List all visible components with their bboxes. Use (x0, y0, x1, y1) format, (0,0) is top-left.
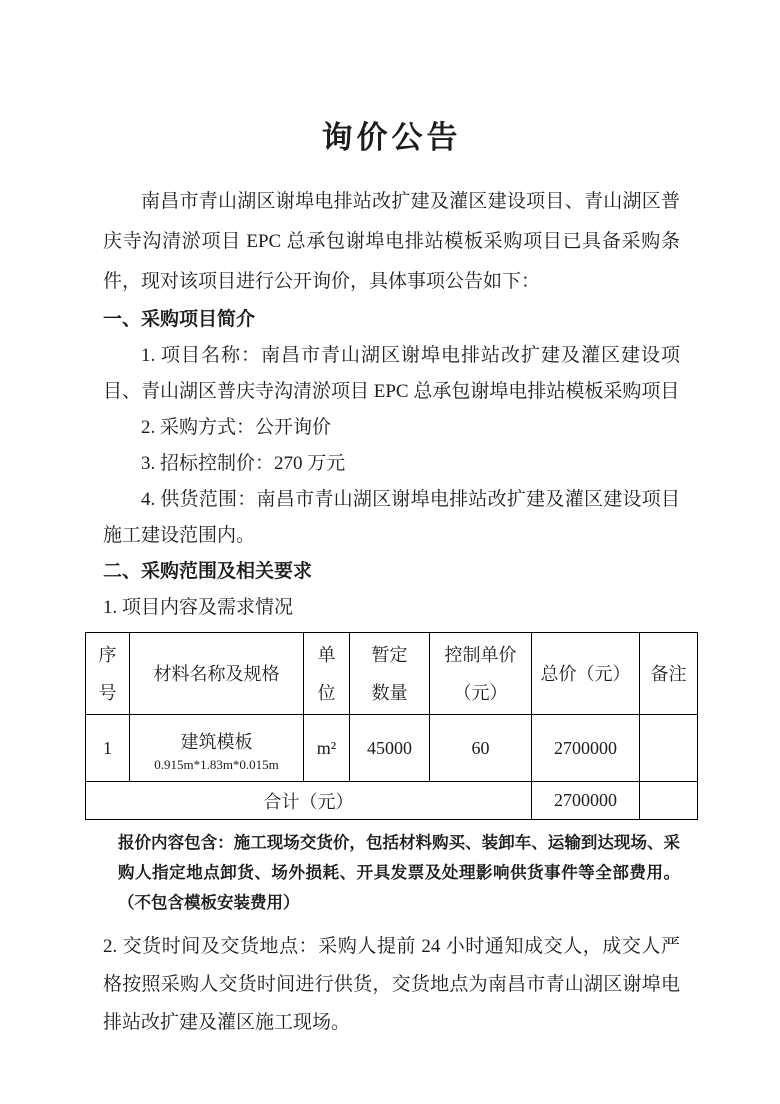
materials-table (85, 632, 698, 820)
total-label-cell: 合计（元） (86, 782, 532, 820)
col-header-unit-label: 单位 (317, 644, 336, 703)
col-header-qty-label: 暂定数量 (371, 644, 408, 703)
col-header-unit-price-label: 控制单价（元） (444, 644, 517, 703)
cell-seq: 1 (86, 715, 130, 782)
col-header-remark: 备注 (640, 633, 698, 715)
cell-remark (640, 715, 698, 782)
col-header-seq-label: 序号 (98, 644, 117, 703)
cell-unit-price: 60 (430, 715, 532, 782)
cell-total: 2700000 (532, 715, 640, 782)
col-header-qty (350, 633, 430, 715)
delivery-paragraph: 2. 交货时间及交货地点：采购人提前 24 小时通知成交人，成交人严格按照采购人交货时间进行供货，交货地点为南昌市青山湖区谢埠电排站改扩建及灌区施工现场。 (103, 936, 680, 1033)
total-remark-cell (640, 782, 698, 820)
col-header-unit-price (430, 633, 532, 715)
col-header-seq (86, 633, 130, 715)
section1-item-method: 2. 采购方式：公开询价 (141, 417, 332, 438)
col-header-total: 总价（元） (532, 633, 640, 715)
cell-unit: m² (304, 715, 350, 782)
material-name: 建筑模板 (180, 731, 253, 752)
col-header-unit (304, 633, 350, 715)
section1-item-project-name: 1. 项目名称：南昌市青山湖区谢埠电排站改扩建及灌区建设项目、青山湖区普庆寺沟清淤项目 EPC 总承包谢埠电排站模板采购项目 (103, 345, 680, 402)
material-spec: 0.915m*1.83m*0.015m (154, 756, 279, 772)
cell-material (130, 715, 304, 782)
intro-paragraph: 南昌市青山湖区谢埠电排站改扩建及灌区建设项目、青山湖区普庆寺沟清淤项目 EPC 总承包谢埠电排站模板采购项目已具备采购条件，现对该项目进行公开询价，具体事项公告如下： (103, 191, 680, 292)
price-note-paragraph: 报价内容包含：施工现场交货价，包括材料购买、装卸车、运输到达现场、采购人指定地点卸货、场外损耗、开具发票及处理影响供货事件等全部费用。（不包含模板安装费用） (118, 833, 680, 912)
section2-heading: 二、采购范围及相关要求 (103, 561, 313, 582)
page-title: 询价公告 (321, 120, 462, 155)
section1-item-supply-scope: 4. 供货范围：南昌市青山湖区谢埠电排站改扩建及灌区建设项目施工建设范围内。 (103, 489, 680, 546)
col-header-material: 材料名称及规格 (130, 633, 304, 715)
table-total-row (86, 782, 698, 820)
table-row (86, 715, 698, 782)
total-value-cell: 2700000 (532, 782, 640, 820)
section1-heading: 一、采购项目简介 (103, 309, 256, 330)
table-header-row (86, 633, 698, 715)
cell-qty: 45000 (350, 715, 430, 782)
section2-subheading: 1. 项目内容及需求情况 (103, 597, 294, 618)
section1-item-control-price: 3. 招标控制价：270 万元 (141, 453, 346, 474)
